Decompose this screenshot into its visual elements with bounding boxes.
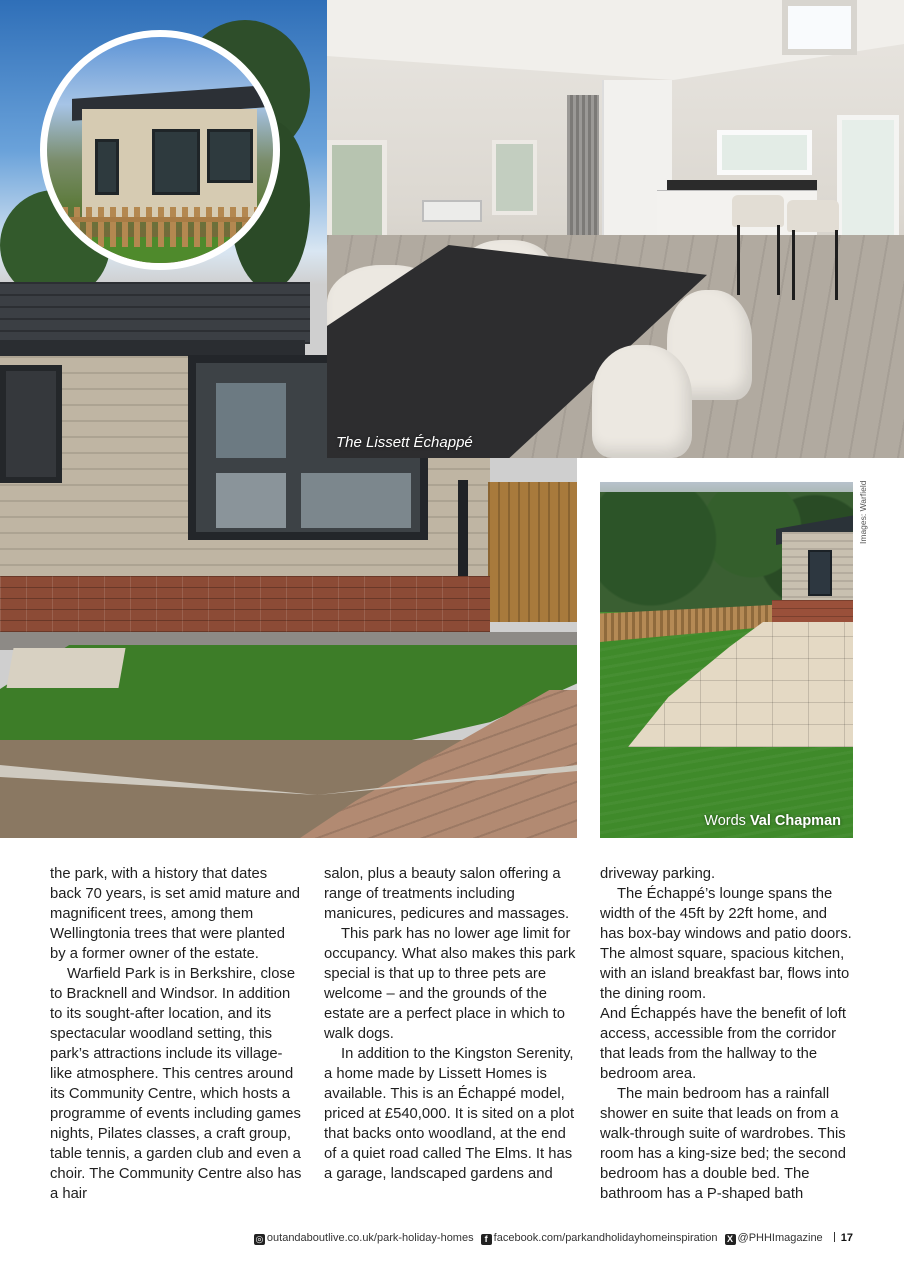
page-number: 17: [840, 1232, 853, 1244]
page-footer: [0, 1232, 853, 1250]
photo-caption: The Lissett Échappé: [336, 434, 473, 451]
website-link[interactable]: outandaboutlive.co.uk/park-holiday-homes: [266, 1232, 474, 1244]
facebook-link[interactable]: facebook.com/parkandholidayhomeinspiration: [493, 1232, 718, 1244]
article-column-3: [600, 864, 852, 1204]
paragraph: the park, with a history that dates back 70 years, is set amid mature and magnificent trees, among them Wellingtonia trees that were planted by a former owner of the estate.: [50, 866, 301, 962]
paragraph: And Échappés have the benefit of loft access, accessible from the corridor that leads from the hallway to the bedroom area.: [600, 1006, 846, 1082]
image-credit: Images: Warfield: [858, 480, 868, 544]
paragraph: Warfield Park is in Berkshire, close to Bracknell and Windsor. In addition to its sought-after location, and its spectacular woodland setting, this park’s attractions include its village-like atmosphere. This centres around its Community Centre, which hosts a programme of events including games nights, Pilates classes, a craft group, table tennis, a garden club and even a choir. The Community Centre also has a hair: [50, 966, 302, 1202]
facebook-icon: f: [481, 1234, 492, 1245]
paragraph: The Échappé’s lounge spans the width of the 45ft by 22ft home, and has box-bay windows and patio doors. The almost square, spacious kitchen, with an island breakfast bar, flows into the dining room.: [600, 886, 852, 1002]
paragraph: driveway parking.: [600, 866, 716, 882]
globe-icon: ◎: [255, 1234, 264, 1244]
paragraph: In addition to the Kingston Serenity, a home made by Lissett Homes is available. This is an Échappé model, priced at £540,000. It is sited on a plot that backs onto woodland, at the end of a quiet road called The Elms. It has a garage, landscaped gardens and: [324, 1046, 575, 1182]
author-credit: Words Val Chapman: [704, 813, 841, 829]
paragraph: salon, plus a beauty salon offering a range of treatments including manicures, pedicures and massages.: [324, 866, 570, 922]
garden-photo: [600, 482, 853, 838]
article-column-1: [50, 864, 302, 1204]
x-icon: X: [725, 1234, 736, 1245]
lodge-inset-photo: [40, 30, 280, 270]
paragraph: This park has no lower age limit for occupancy. What also makes this park special is that up to three pets are welcome – and the grounds of the estate are a perfect place in which to walk dogs.: [324, 926, 576, 1042]
x-handle-link[interactable]: @PHHImagazine: [737, 1232, 823, 1244]
paragraph: The main bedroom has a rainfall shower en suite that leads on from a walk-through suite of wardrobes. This room has a king-size bed; the second bedroom has a double bed. The bathroom has a P-shaped bath: [600, 1086, 846, 1202]
interior-photo: [327, 0, 904, 458]
article-column-2: [324, 864, 576, 1184]
